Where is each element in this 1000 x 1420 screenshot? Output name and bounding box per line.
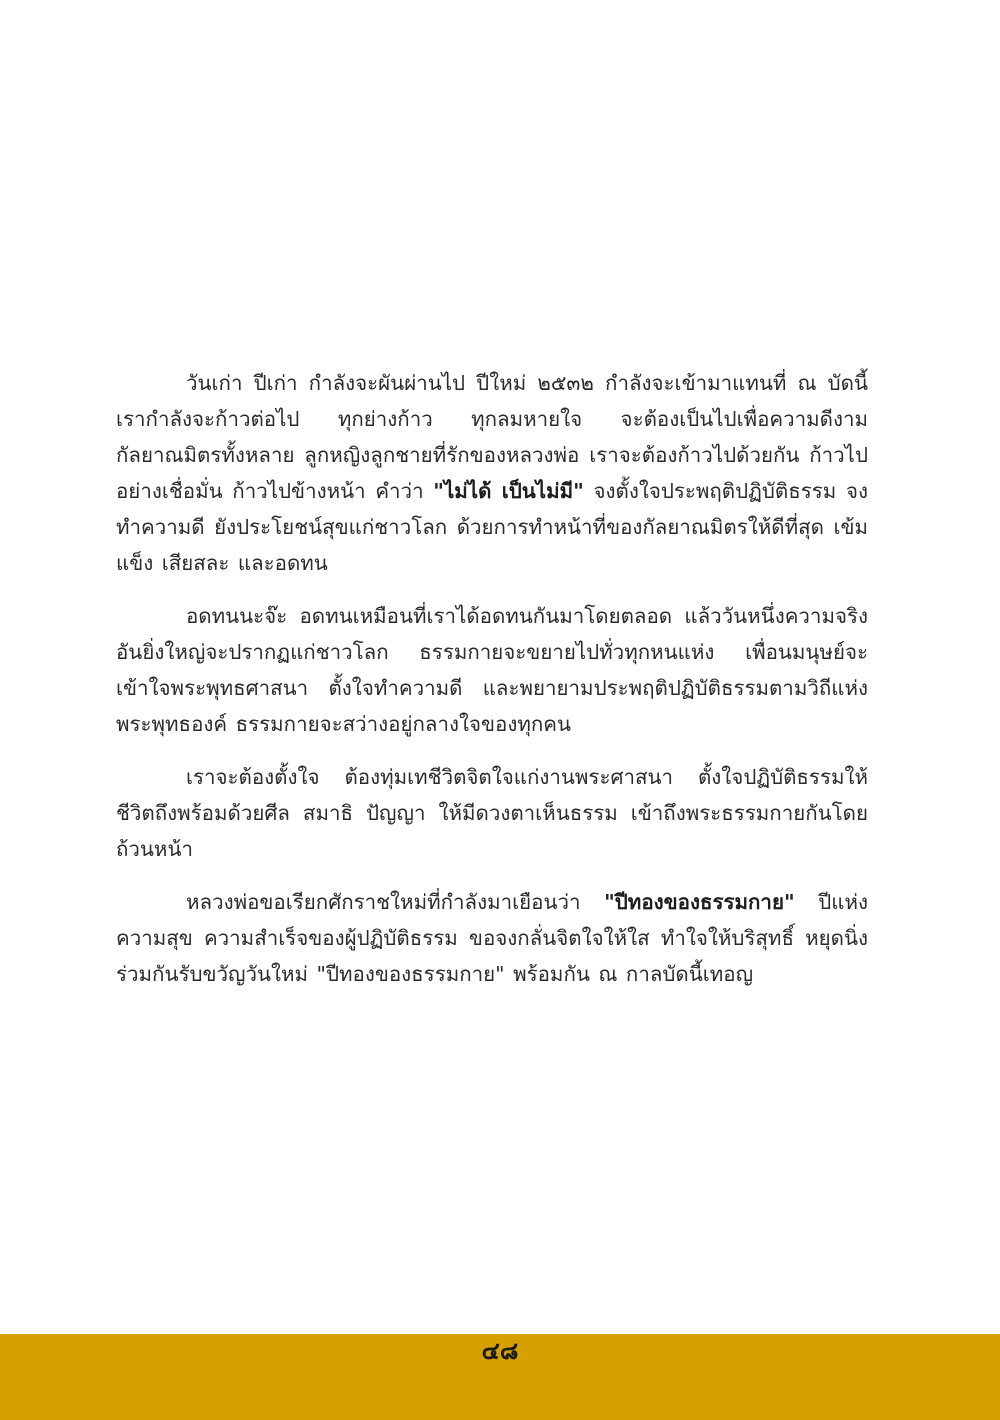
page-number: ๔๘ (481, 1337, 519, 1365)
paragraph-2 (116, 598, 868, 742)
paragraph-4-text-b: ปีแห่งความสุข ความสำเร็จของผู้ปฏิบัติธรรม ขอจงกลั่นจิตใจให้ใส ทำใจให้บริสุทธิ์ หยุดนิ่ง ร่วมกันรับขวัญวันใหม่ "ปีทองของธรรมกาย" พร้อมกัน ณ กาลบัดนี้เทอญ (116, 890, 868, 986)
paragraph-1-text-a: วันเก่า ปีเก่า กำลังจะผันผ่านไป ปีใหม่ ๒๕๓๒ กำลังจะเข้ามาแทนที่ ณ บัดนี้ เรากำลังจะก้าวต่อไป ทุกย่างก้าว ทุกลมหายใจ จะต้องเป็นไปเพื่อความดีงาม กัลยาณมิตรทั้งหลาย ลูกหญิงลูกชายที่รักของหลวงพ่อ เราจะต้องก้าวไปด้วยกัน ก้าวไปอย่างเชื่อมั่น ก้าวไปข้างหน้า คำว่า (116, 371, 868, 503)
body-text (116, 365, 868, 1009)
paragraph-1-bold-quote: "ไม่ได้ เป็นไม่มี" (433, 479, 584, 503)
paragraph-1 (116, 365, 868, 581)
paragraph-3 (116, 759, 868, 867)
paragraph-4 (116, 884, 868, 992)
paragraph-1-text-b: จงตั้งใจประพฤติปฏิบัติธรรม จงทำความดี ยังประโยชน์สุขแก่ชาวโลก ด้วยการทำหน้าที่ของกัลยาณมิตรให้ดีที่สุด เข้มแข็ง เสียสละ และอดทน (116, 479, 868, 575)
paragraph-2-text: อดทนนะจ๊ะ อดทนเหมือนที่เราได้อดทนกันมาโดยตลอด แล้ววันหนึ่งความจริงอันยิ่งใหญ่จะปรากฏแก่ชาวโลก ธรรมกายจะขยายไปทั่วทุกหนแห่ง เพื่อนมนุษย์จะเข้าใจพระพุทธศาสนา ตั้งใจทำความดี และพยายามประพฤติปฏิบัติธรรมตามวิถีแห่งพระพุทธองค์ ธรรมกายจะสว่างอยู่กลางใจของทุกคน (116, 604, 868, 736)
paragraph-3-text: เราจะต้องตั้งใจ ต้องทุ่มเทชีวิตจิตใจแก่งานพระศาสนา ตั้งใจปฏิบัติธรรมให้ชีวิตถึงพร้อมด้วยศีล สมาธิ ปัญญา ให้มีดวงตาเห็นธรรม เข้าถึงพระธรรมกายกันโดยถ้วนหน้า (116, 765, 868, 861)
paragraph-4-text-a: หลวงพ่อขอเรียกศักราชใหม่ที่กำลังมาเยือนว่า (186, 890, 605, 914)
paragraph-4-bold-quote: "ปีทองของธรรมกาย" (604, 890, 795, 914)
